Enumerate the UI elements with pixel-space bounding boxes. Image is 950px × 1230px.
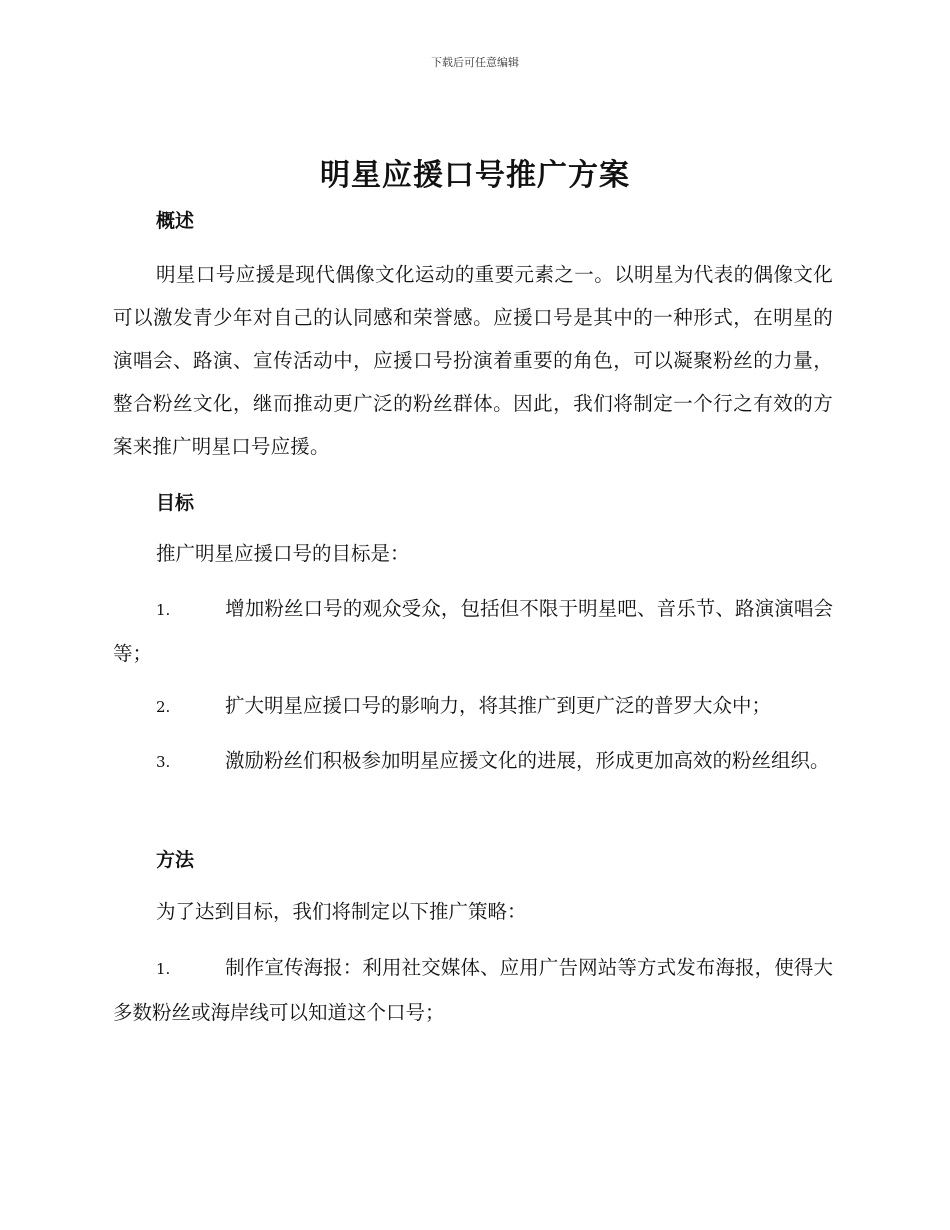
goals-lead: 推广明星应援口号的目标是：: [156, 542, 410, 565]
list-number: 1.: [156, 601, 171, 619]
methods-list-item: [113, 946, 833, 1034]
list-text: 制作宣传海报：利用社交媒体、应用广告网站等方式发布海报，使得大多数粉丝或海岸线可以知道这个口号；: [113, 956, 833, 1024]
overview-paragraph: 明星口号应援是现代偶像文化运动的重要元素之一。以明星为代表的偶像文化可以激发青少年对自己的认同感和荣誉感。应援口号是其中的一种形式，在明星的演唱会、路演、宣传活动中，应援口号扮演着重要的角色，可以凝聚粉丝的力量，整合粉丝文化，继而推动更广泛的粉丝群体。因此，我们将制定一个行之有效的方案来推广明星口号应援。: [113, 263, 833, 458]
list-text: 扩大明星应援口号的影响力，将其推广到更广泛的普罗大众中；: [225, 694, 772, 717]
goals-list-item: [113, 739, 833, 784]
section-heading-overview: 概述: [156, 210, 195, 232]
section-heading-methods: 方法: [156, 849, 195, 871]
goals-list-item: [113, 684, 833, 729]
list-text: 增加粉丝口号的观众受众，包括但不限于明星吧、音乐节、路演演唱会等；: [113, 597, 833, 665]
document-title: 明星应援口号推广方案: [320, 158, 630, 193]
section-heading-goals: 目标: [156, 492, 195, 514]
goals-list-item: [113, 587, 833, 675]
list-number: 1.: [156, 960, 171, 978]
list-number: 3.: [156, 753, 171, 771]
methods-lead: 为了达到目标，我们将制定以下推广策略：: [156, 900, 527, 923]
list-number: 2.: [156, 698, 171, 716]
list-text: 激励粉丝们积极参加明星应援文化的进展，形成更加高效的粉丝组织。: [225, 749, 830, 772]
page-header-note: 下载后可任意编辑: [431, 56, 519, 69]
